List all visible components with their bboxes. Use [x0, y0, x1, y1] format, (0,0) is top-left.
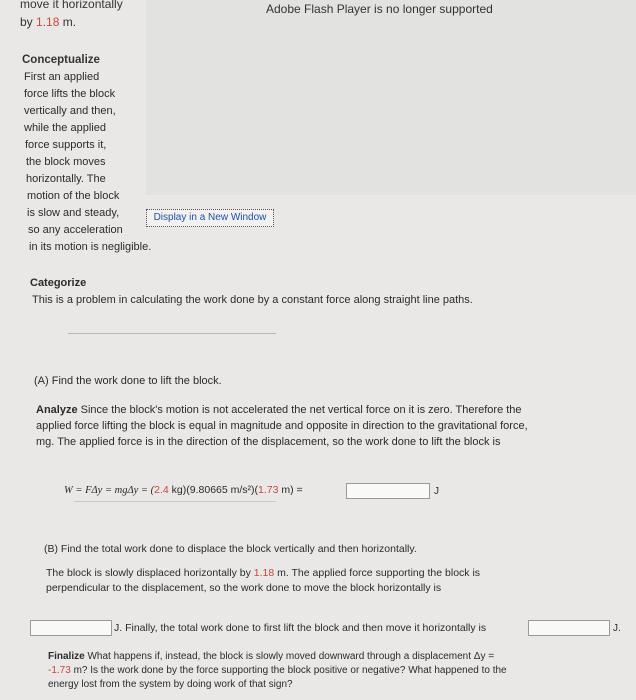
- display-new-window-button[interactable]: Display in a New Window: [146, 209, 274, 227]
- conceptualize-line: so any acceleration: [28, 224, 123, 236]
- conceptualize-line: the block moves: [26, 156, 106, 168]
- finalize-text: What happens if, instead, the block is slowly moved downward through a displacement Δy =: [84, 651, 495, 662]
- intro-distance-value: 1.18: [36, 15, 60, 29]
- conceptualize-line: is slow and steady,: [27, 207, 120, 219]
- eq-distance-value: 1.73: [258, 484, 279, 496]
- work-lift-answer-input[interactable]: [346, 483, 430, 499]
- analyze-line: applied force lifting the block is equal in magnitude and opposite in direction to the gravitational force,: [36, 420, 528, 432]
- intro-line-2: [20, 14, 76, 31]
- intro-line-1: move it horizontally: [20, 0, 123, 11]
- analyze-text: Since the block's motion is not accelerated the net vertical force on it is zero. Therefore the: [77, 404, 522, 416]
- finalize-displacement-value: -1.73: [48, 665, 71, 676]
- finally-text: J. Finally, the total work done to first lift the block and then move it horizontally is: [114, 622, 487, 634]
- finalize-label: Finalize: [48, 651, 85, 662]
- flash-unsupported-message: Adobe Flash Player is no longer supported: [266, 2, 493, 16]
- eq-mass-value: 2.4: [154, 484, 169, 496]
- finalize-section: [48, 650, 628, 692]
- flash-embed-area: [146, 0, 636, 195]
- part-b-line-1: [46, 566, 480, 581]
- work-equation: [64, 482, 303, 499]
- conceptualize-line: motion of the block: [27, 190, 120, 202]
- part-a-unit: J: [434, 486, 439, 497]
- finalize-text: m? Is the work done by the force supporting the block positive or negative? What happened to the: [70, 665, 507, 676]
- part-b-distance-value: 1.18: [253, 567, 275, 579]
- conceptualize-section: [22, 52, 162, 256]
- part-b-unit: J.: [613, 623, 621, 634]
- part-a-question: (A) Find the work done to lift the block.: [34, 375, 222, 387]
- part-b-question: (B) Find the total work done to displace the block vertically and then horizontally.: [44, 543, 417, 555]
- eq-middle: kg)(9.80665 m/s²)(: [168, 484, 259, 496]
- finalize-line: [48, 664, 628, 678]
- part-b-text-prefix: The block is slowly displaced horizontally by: [46, 567, 254, 579]
- total-work-answer-input[interactable]: [528, 620, 610, 636]
- part-b-text-suffix: m. The applied force supporting the block is: [274, 567, 481, 579]
- categorize-text: This is a problem in calculating the work done by a constant force along straight line paths.: [32, 294, 473, 306]
- part-a-analyze: [36, 402, 596, 451]
- section-divider: [68, 333, 276, 334]
- analyze-line: mg. The applied force is in the direction of the displacement, so the work done to lift the block is: [36, 436, 501, 448]
- part-b-line-2: perpendicular to the displacement, so the work done to move the block horizontally is: [46, 582, 442, 594]
- finalize-line: [48, 650, 628, 664]
- conceptualize-line: while the applied: [24, 122, 106, 134]
- conceptualize-heading: Conceptualize: [22, 54, 100, 66]
- analyze-label: Analyze: [36, 404, 78, 416]
- conceptualize-line: vertically and then,: [24, 105, 116, 117]
- equation-underline: [74, 501, 276, 502]
- intro-by: by: [20, 15, 37, 29]
- conceptualize-line: force lifts the block: [24, 88, 116, 100]
- conceptualize-line: horizontally. The: [26, 173, 106, 185]
- conceptualize-line: in its motion is negligible.: [29, 241, 152, 253]
- intro-unit: m.: [59, 15, 77, 29]
- finalize-line: energy lost from the system by doing work of that sign?: [48, 679, 293, 690]
- analyze-line: [36, 402, 596, 419]
- eq-suffix: m) =: [278, 484, 303, 496]
- eq-prefix: W = FΔy = mgΔy = (: [64, 485, 155, 496]
- work-horizontal-answer-input[interactable]: [30, 620, 112, 636]
- conceptualize-line: force supports it,: [25, 139, 107, 151]
- conceptualize-line: First an applied: [24, 71, 100, 83]
- categorize-heading: Categorize: [30, 277, 87, 289]
